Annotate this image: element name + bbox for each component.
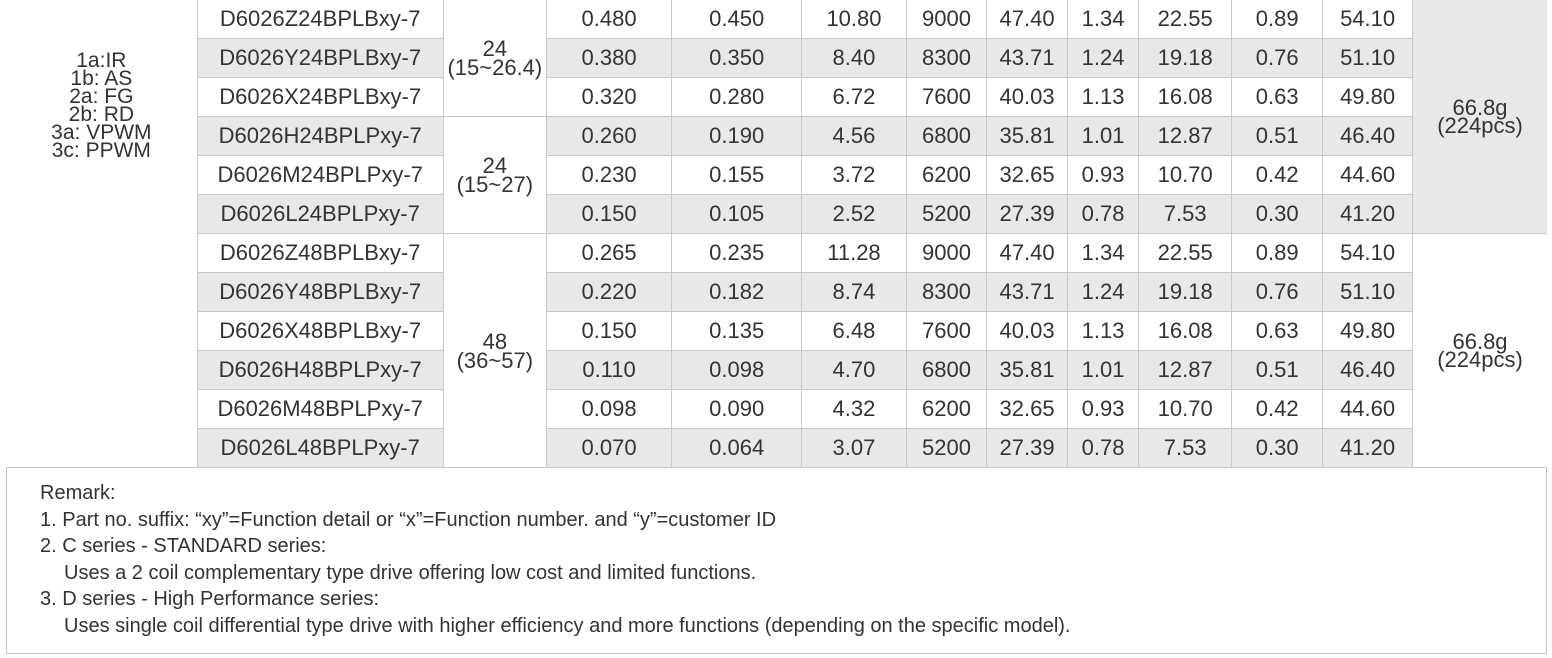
table-row — [6, 156, 1547, 195]
value-cell-v6: 0.93 — [1067, 156, 1138, 195]
value-cell-v4: 8300 — [906, 273, 987, 312]
value-cell-v4: 5200 — [906, 195, 987, 234]
value-cell-v3: 6.72 — [802, 78, 906, 117]
value-cell-v3: 3.07 — [802, 429, 906, 468]
package-weight: 66.8g — [1452, 94, 1508, 120]
value-cell-v3: 4.56 — [802, 117, 906, 156]
value-cell-v5: 43.71 — [987, 39, 1068, 78]
value-cell-v5: 40.03 — [987, 312, 1068, 351]
value-cell-v3: 3.72 — [802, 156, 906, 195]
value-cell-v4: 6800 — [906, 351, 987, 390]
remark-line-5: Uses single coil differential type drive with higher efficiency and more functions (depending on the specific model). — [64, 614, 1071, 637]
part-number-cell: D6026H48BPLPxy-7 — [197, 351, 443, 390]
value-cell-v6: 1.24 — [1067, 273, 1138, 312]
value-cell-v2: 0.190 — [672, 117, 802, 156]
value-cell-v2: 0.135 — [672, 312, 802, 351]
value-cell-v6: 1.13 — [1067, 78, 1138, 117]
table-row — [6, 195, 1547, 234]
value-cell-v4: 6800 — [906, 117, 987, 156]
function-codes-cell — [6, 0, 197, 468]
value-cell-v6: 1.34 — [1067, 0, 1138, 39]
voltage-cell — [443, 234, 546, 468]
value-cell-v1: 0.230 — [547, 156, 672, 195]
value-cell-v8: 0.89 — [1232, 234, 1323, 273]
value-cell-v4: 8300 — [906, 39, 987, 78]
value-cell-v4: 7600 — [906, 78, 987, 117]
value-cell-v2: 0.235 — [672, 234, 802, 273]
value-cell-v3: 4.70 — [802, 351, 906, 390]
package-cell — [1413, 0, 1547, 234]
value-cell-v1: 0.150 — [547, 312, 672, 351]
function-code: 3a: VPWM — [51, 121, 152, 144]
value-cell-v9: 54.10 — [1323, 0, 1413, 39]
part-number-cell: D6026Z24BPLBxy-7 — [197, 0, 443, 39]
value-cell-v7: 22.55 — [1139, 234, 1232, 273]
value-cell-v6: 1.01 — [1067, 351, 1138, 390]
value-cell-v6: 1.01 — [1067, 117, 1138, 156]
value-cell-v4: 9000 — [906, 234, 987, 273]
voltage-range: (15~26.4) — [447, 55, 543, 80]
value-cell-v7: 7.53 — [1139, 195, 1232, 234]
value-cell-v1: 0.320 — [547, 78, 672, 117]
value-cell-v9: 46.40 — [1323, 351, 1413, 390]
package-count: (224pcs) — [1437, 346, 1523, 372]
value-cell-v8: 0.89 — [1232, 0, 1323, 39]
value-cell-v1: 0.260 — [547, 117, 672, 156]
value-cell-v8: 0.30 — [1232, 429, 1323, 468]
table-row — [6, 0, 1547, 39]
value-cell-v2: 0.350 — [672, 39, 802, 78]
table-row — [6, 312, 1547, 351]
value-cell-v5: 32.65 — [987, 390, 1068, 429]
value-cell-v5: 35.81 — [987, 117, 1068, 156]
part-number-cell: D6026M24BPLPxy-7 — [197, 156, 443, 195]
value-cell-v1: 0.220 — [547, 273, 672, 312]
part-number-cell: D6026M48BPLPxy-7 — [197, 390, 443, 429]
rated-voltage: 48 — [482, 328, 508, 354]
table-row — [6, 78, 1547, 117]
value-cell-v7: 10.70 — [1139, 156, 1232, 195]
value-cell-v6: 0.93 — [1067, 390, 1138, 429]
package-weight: 66.8g — [1452, 328, 1508, 354]
package-count: (224pcs) — [1437, 112, 1523, 138]
part-number-cell: D6026X24BPLBxy-7 — [197, 78, 443, 117]
value-cell-v4: 7600 — [906, 312, 987, 351]
table-row — [6, 117, 1547, 156]
value-cell-v9: 54.10 — [1323, 234, 1413, 273]
part-number-cell: D6026L48BPLPxy-7 — [197, 429, 443, 468]
value-cell-v6: 1.24 — [1067, 39, 1138, 78]
part-number-cell: D6026X48BPLBxy-7 — [197, 312, 443, 351]
function-code: 2a: FG — [69, 85, 134, 108]
part-number-cell: D6026L24BPLPxy-7 — [197, 195, 443, 234]
value-cell-v2: 0.280 — [672, 78, 802, 117]
value-cell-v9: 51.10 — [1323, 273, 1413, 312]
value-cell-v8: 0.76 — [1232, 39, 1323, 78]
value-cell-v8: 0.51 — [1232, 117, 1323, 156]
value-cell-v9: 44.60 — [1323, 156, 1413, 195]
value-cell-v2: 0.105 — [672, 195, 802, 234]
value-cell-v1: 0.265 — [547, 234, 672, 273]
value-cell-v6: 1.34 — [1067, 234, 1138, 273]
value-cell-v8: 0.42 — [1232, 156, 1323, 195]
part-number-cell: D6026Z48BPLBxy-7 — [197, 234, 443, 273]
remarks-title: Remark: — [40, 482, 116, 504]
value-cell-v2: 0.182 — [672, 273, 802, 312]
value-cell-v5: 40.03 — [987, 78, 1068, 117]
value-cell-v2: 0.090 — [672, 390, 802, 429]
remark-line-3: Uses a 2 coil complementary type drive offering low cost and limited functions. — [64, 561, 757, 584]
value-cell-v7: 19.18 — [1139, 273, 1232, 312]
value-cell-v9: 51.10 — [1323, 39, 1413, 78]
value-cell-v2: 0.098 — [672, 351, 802, 390]
value-cell-v8: 0.42 — [1232, 390, 1323, 429]
value-cell-v1: 0.150 — [547, 195, 672, 234]
value-cell-v5: 27.39 — [987, 195, 1068, 234]
value-cell-v3: 8.74 — [802, 273, 906, 312]
value-cell-v5: 32.65 — [987, 156, 1068, 195]
remark-line-1: 1. Part no. suffix: “xy”=Function detail or “x”=Function number. and “y”=customer ID — [40, 508, 777, 531]
value-cell-v7: 12.87 — [1139, 351, 1232, 390]
value-cell-v9: 44.60 — [1323, 390, 1413, 429]
value-cell-v5: 27.39 — [987, 429, 1068, 468]
value-cell-v2: 0.450 — [672, 0, 802, 39]
value-cell-v8: 0.63 — [1232, 312, 1323, 351]
value-cell-v4: 9000 — [906, 0, 987, 39]
value-cell-v7: 16.08 — [1139, 78, 1232, 117]
value-cell-v3: 4.32 — [802, 390, 906, 429]
table-row — [6, 234, 1547, 273]
table-row — [6, 273, 1547, 312]
value-cell-v8: 0.30 — [1232, 195, 1323, 234]
value-cell-v4: 5200 — [906, 429, 987, 468]
value-cell-v9: 49.80 — [1323, 78, 1413, 117]
value-cell-v4: 6200 — [906, 156, 987, 195]
rated-voltage: 24 — [482, 36, 508, 61]
remark-line-2: 2. C series - STANDARD series: — [40, 535, 327, 557]
value-cell-v3: 6.48 — [802, 312, 906, 351]
value-cell-v1: 0.098 — [547, 390, 672, 429]
value-cell-v9: 41.20 — [1323, 195, 1413, 234]
value-cell-v7: 7.53 — [1139, 429, 1232, 468]
value-cell-v8: 0.51 — [1232, 351, 1323, 390]
value-cell-v3: 2.52 — [802, 195, 906, 234]
value-cell-v6: 1.13 — [1067, 312, 1138, 351]
rated-voltage: 24 — [482, 153, 508, 178]
value-cell-v8: 0.76 — [1232, 273, 1323, 312]
table-row — [6, 351, 1547, 390]
voltage-range: (15~27) — [456, 172, 534, 197]
value-cell-v7: 22.55 — [1139, 0, 1232, 39]
part-number-cell: D6026Y24BPLBxy-7 — [197, 39, 443, 78]
value-cell-v1: 0.110 — [547, 351, 672, 390]
value-cell-v3: 11.28 — [802, 234, 906, 273]
value-cell-v9: 46.40 — [1323, 117, 1413, 156]
function-codes-list — [6, 49, 197, 162]
remarks-section — [40, 480, 1070, 639]
value-cell-v5: 43.71 — [987, 273, 1068, 312]
part-number-cell: D6026H24BPLPxy-7 — [197, 117, 443, 156]
value-cell-v7: 19.18 — [1139, 39, 1232, 78]
value-cell-v7: 10.70 — [1139, 390, 1232, 429]
value-cell-v9: 41.20 — [1323, 429, 1413, 468]
voltage-cell — [443, 117, 546, 234]
function-code: 1a:IR — [76, 49, 127, 72]
value-cell-v3: 8.40 — [802, 39, 906, 78]
part-number-cell: D6026Y48BPLBxy-7 — [197, 273, 443, 312]
value-cell-v3: 10.80 — [802, 0, 906, 39]
table-row — [6, 39, 1547, 78]
value-cell-v7: 16.08 — [1139, 312, 1232, 351]
function-code: 1b: AS — [70, 67, 133, 90]
remark-line-4: 3. D series - High Performance series: — [40, 588, 380, 610]
value-cell-v4: 6200 — [906, 390, 987, 429]
value-cell-v1: 0.380 — [547, 39, 672, 78]
function-code: 3c: PPWM — [51, 139, 151, 162]
table-row — [6, 390, 1547, 429]
value-cell-v1: 0.070 — [547, 429, 672, 468]
table-row — [6, 429, 1547, 468]
voltage-range: (36~57) — [456, 347, 534, 373]
value-cell-v5: 35.81 — [987, 351, 1068, 390]
fan-spec-table — [6, 0, 1547, 468]
function-code: 2b: RD — [68, 103, 135, 126]
voltage-cell — [443, 0, 546, 117]
value-cell-v7: 12.87 — [1139, 117, 1232, 156]
value-cell-v9: 49.80 — [1323, 312, 1413, 351]
value-cell-v6: 0.78 — [1067, 195, 1138, 234]
value-cell-v2: 0.155 — [672, 156, 802, 195]
value-cell-v8: 0.63 — [1232, 78, 1323, 117]
value-cell-v6: 0.78 — [1067, 429, 1138, 468]
value-cell-v5: 47.40 — [987, 234, 1068, 273]
package-cell — [1413, 234, 1547, 468]
value-cell-v1: 0.480 — [547, 0, 672, 39]
value-cell-v5: 47.40 — [987, 0, 1068, 39]
value-cell-v2: 0.064 — [672, 429, 802, 468]
